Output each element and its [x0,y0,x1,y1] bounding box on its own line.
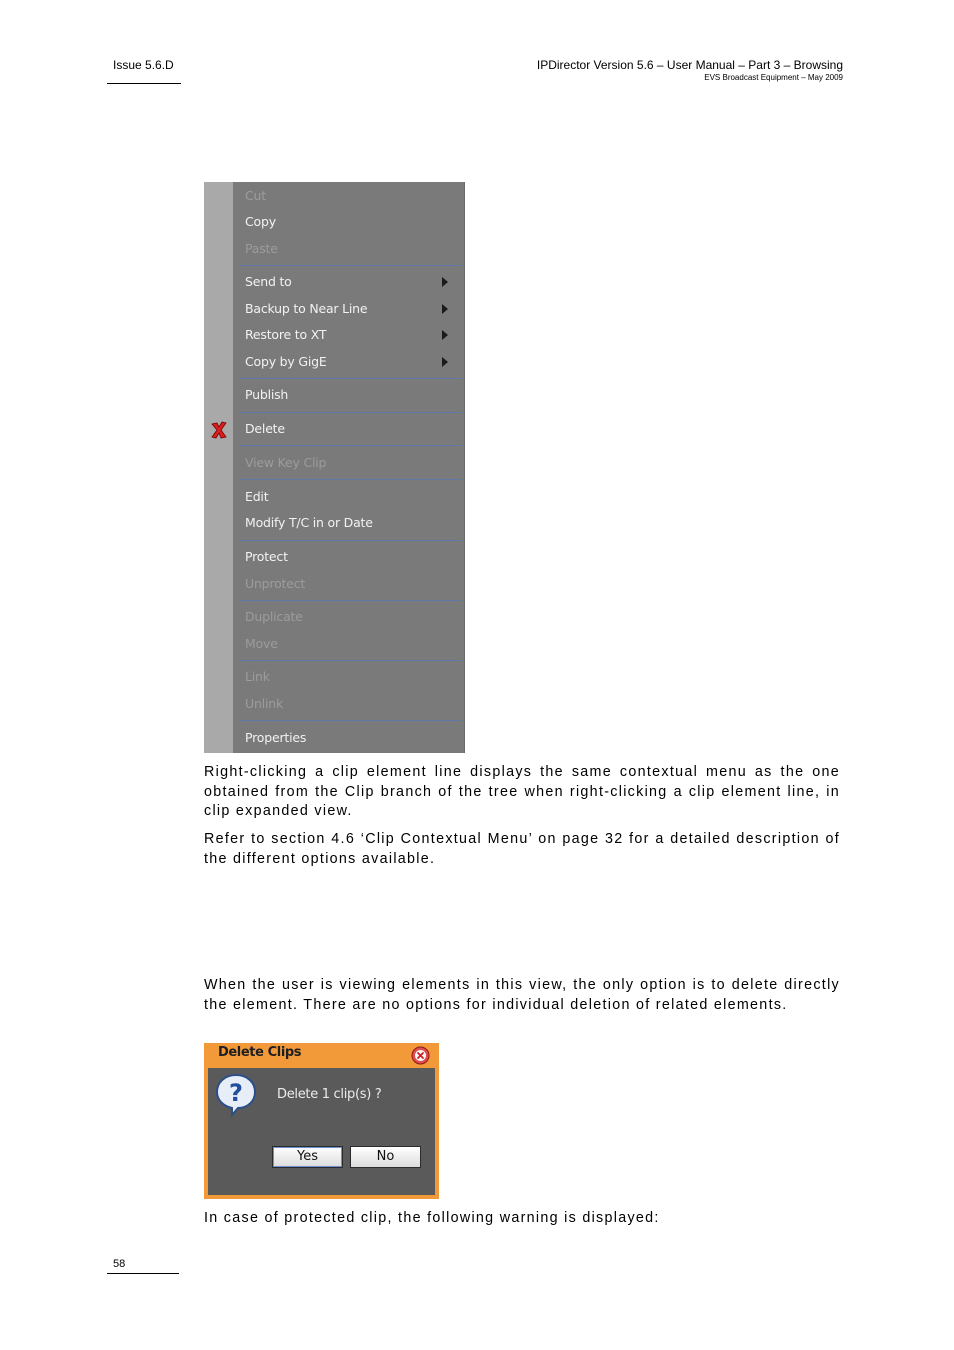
dialog-body [208,1068,435,1195]
menu-item-duplicate: Duplicate [245,609,303,624]
dialog-title: Delete Clips [218,1045,302,1060]
menu-separator [240,600,462,601]
yes-button[interactable]: Yes [272,1146,343,1168]
menu-item-cut: Cut [245,188,266,203]
menu-item-label: Copy by GigE [245,354,327,369]
menu-separator [240,265,462,266]
menu-item-copy[interactable]: Copy [245,214,276,229]
menu-separator [240,720,462,721]
paragraph-context-menu: Right-clicking a clip element line displays the same contextual menu as the one obtained from the Clip branch of the tree when right-clicking a clip element line, in clip expanded view. [204,764,840,819]
submenu-arrow-icon [442,277,448,287]
submenu-arrow-icon [442,330,448,340]
paragraph-delete-option: When the user is viewing elements in this view, the only option is to delete directly the element. There are no options for individual deletion of related elements. [204,977,840,1013]
document-subtitle: EVS Broadcast Equipment – May 2009 [704,73,843,82]
footer-rule [107,1273,179,1274]
clip-context-menu [204,182,465,753]
menu-item-label: Backup to Near Line [245,301,368,316]
delete-clips-dialog [204,1043,439,1199]
menu-separator [240,445,462,446]
menu-item-protect[interactable]: Protect [245,549,288,564]
document-header [537,58,843,82]
menu-item-delete[interactable]: Delete [245,421,285,436]
svg-text:?: ? [229,1079,243,1107]
page-number: 58 [113,1258,126,1270]
dialog-message: Delete 1 clip(s) ? [277,1087,382,1102]
paragraph-reference: Refer to section 4.6 ‘Clip Contextual Menu’ on page 32 for a detailed description of the different options available. [204,831,840,867]
document-title: IPDirector Version 5.6 – User Manual – Part 3 – Browsing [536,58,843,72]
menu-item-publish[interactable]: Publish [245,387,289,402]
delete-x-icon [209,420,229,440]
menu-item-unprotect: Unprotect [245,576,306,591]
menu-item-view-key-clip: View Key Clip [245,455,327,470]
menu-separator [240,479,462,480]
menu-item-edit[interactable]: Edit [245,489,269,504]
menu-item-paste: Paste [245,241,278,256]
menu-item-link: Link [245,669,270,684]
header-rule [107,83,181,84]
menu-item-label: Restore to XT [245,327,327,342]
submenu-arrow-icon [442,304,448,314]
menu-separator [240,660,462,661]
menu-item-label: Send to [245,274,292,289]
question-mark-icon [215,1073,257,1117]
menu-icon-gutter [204,182,233,753]
menu-item-copy-by-gige[interactable] [245,348,454,375]
menu-item-send-to[interactable] [245,268,454,295]
menu-item-properties[interactable]: Properties [245,730,307,745]
paragraph-protected-warning: In case of protected clip, the following warning is displayed: [204,1210,660,1226]
close-icon[interactable] [411,1046,430,1065]
issue-label: Issue 5.6.D [113,58,174,72]
menu-item-restore-to-xt[interactable] [245,321,454,348]
menu-item-move: Move [245,636,278,651]
menu-separator [240,412,462,413]
no-button[interactable]: No [350,1146,421,1168]
menu-item-unlink: Unlink [245,696,283,711]
menu-separator [240,378,462,379]
menu-separator [240,540,462,541]
menu-item-modify-tc[interactable]: Modify T/C in or Date [245,515,373,530]
menu-item-backup-near-line[interactable] [245,295,454,322]
submenu-arrow-icon [442,357,448,367]
